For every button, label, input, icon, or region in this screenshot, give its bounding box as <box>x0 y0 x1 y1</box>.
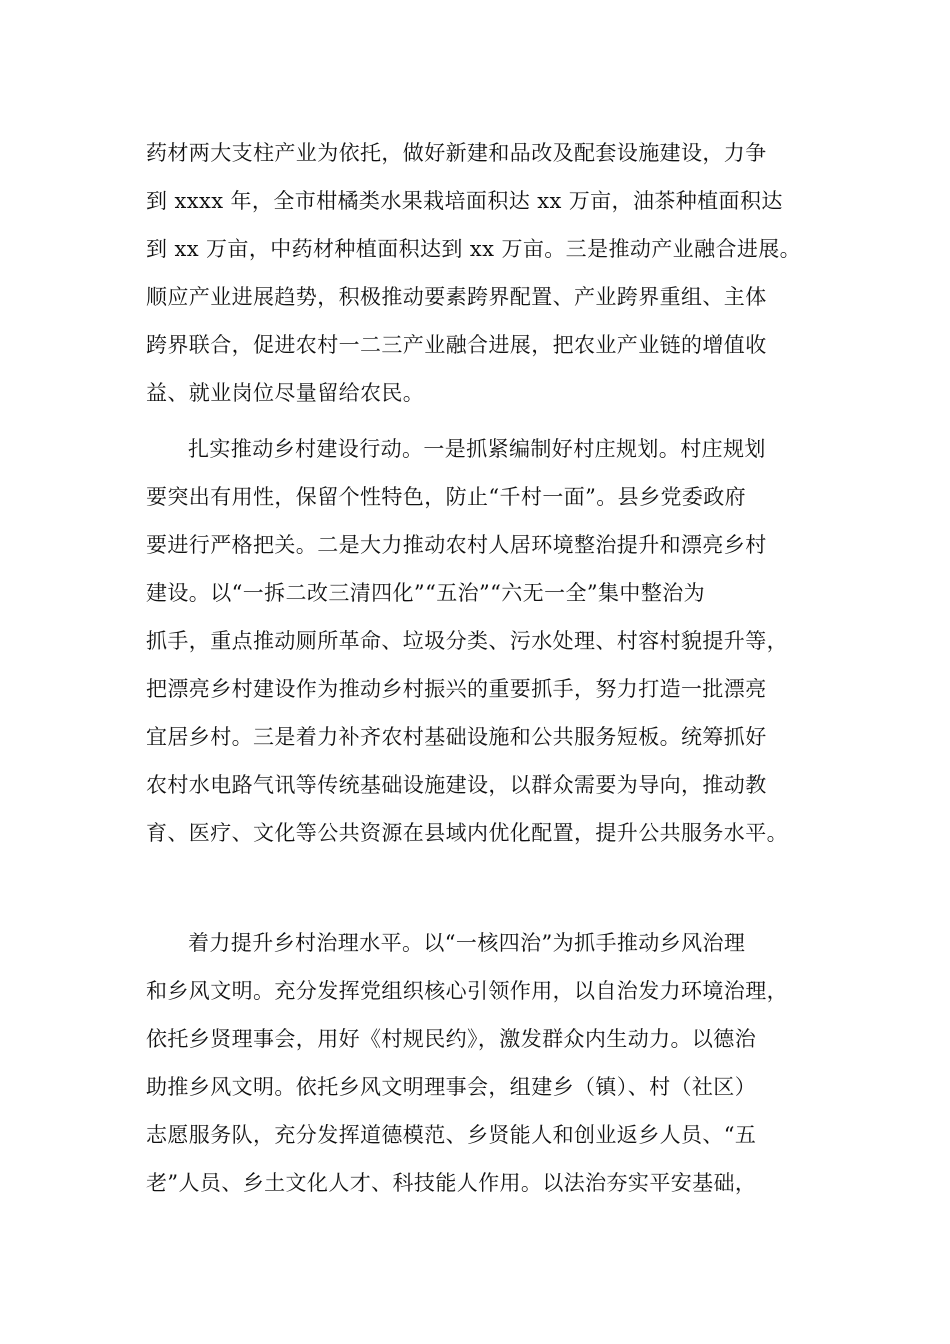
paragraph-2-line-5: 抓手，重点推动厕所革命、垃圾分类、污水处理、村容村貌提升等， <box>146 629 788 653</box>
paragraph-2-line-1: 扎实推动乡村建设行动。一是抓紧编制好村庄规划。村庄规划 <box>188 437 766 461</box>
paragraph-3-line-4: 助推乡风文明。依托乡风文明理事会，组建乡（镇）、村（社区） <box>146 1075 757 1099</box>
paragraph-1-line-5: 跨界联合，促进农村一二三产业融合进展，把农业产业链的增值收 <box>146 333 767 357</box>
paragraph-3-line-3: 依托乡贤理事会，用好《村规民约》，激发群众内生动力。以德治 <box>146 1027 757 1051</box>
paragraph-2-line-8: 农村水电路气讯等传统基础设施建设，以群众需要为导向，推动教 <box>146 773 767 797</box>
paragraph-2-line-4: 建设。以“一拆二改三清四化”“五治”“六无一全”集中整治为 <box>146 581 706 605</box>
paragraph-3-line-6: 老”人员、乡土文化人才、科技能人作用。以法治夯实平安基础， <box>146 1171 757 1195</box>
paragraph-3-line-5: 志愿服务队，充分发挥道德模范、乡贤能人和创业返乡人员、“五 <box>146 1123 757 1147</box>
paragraph-2-line-3: 要进行严格把关。二是大力推动农村人居环境整治提升和漂亮乡村 <box>146 533 767 557</box>
paragraph-1-line-3: 到 xx 万亩，中药材种植面积达到 xx 万亩。三是推动产业融合进展。 <box>146 237 802 261</box>
paragraph-1-line-2: 到 xxxx 年，全市柑橘类水果栽培面积达 xx 万亩，油茶种植面积达 <box>146 189 783 213</box>
paragraph-2-line-9: 育、医疗、文化等公共资源在县域内优化配置，提升公共服务水平。 <box>146 821 788 845</box>
paragraph-3-line-1: 着力提升乡村治理水平。以“一核四治”为抓手推动乡风治理 <box>188 931 746 955</box>
paragraph-1-line-6: 益、就业岗位尽量留给农民。 <box>146 381 425 405</box>
paragraph-1-line-1: 药材两大支柱产业为依托，做好新建和品改及配套设施建设，力争 <box>146 141 767 165</box>
paragraph-2-line-7: 宜居乡村。三是着力补齐农村基础设施和公共服务短板。统筹抓好 <box>146 725 767 749</box>
paragraph-1-line-4: 顺应产业进展趋势，积极推动要素跨界配置、产业跨界重组、主体 <box>146 285 767 309</box>
paragraph-2-line-2: 要突出有用性，保留个性特色，防止“千村一面”。县乡党委政府 <box>146 485 747 509</box>
paragraph-3-line-2: 和乡风文明。充分发挥党组织核心引领作用，以自治发力环境治理， <box>146 979 788 1003</box>
paragraph-2-line-6: 把漂亮乡村建设作为推动乡村振兴的重要抓手，努力打造一批漂亮 <box>146 677 767 701</box>
